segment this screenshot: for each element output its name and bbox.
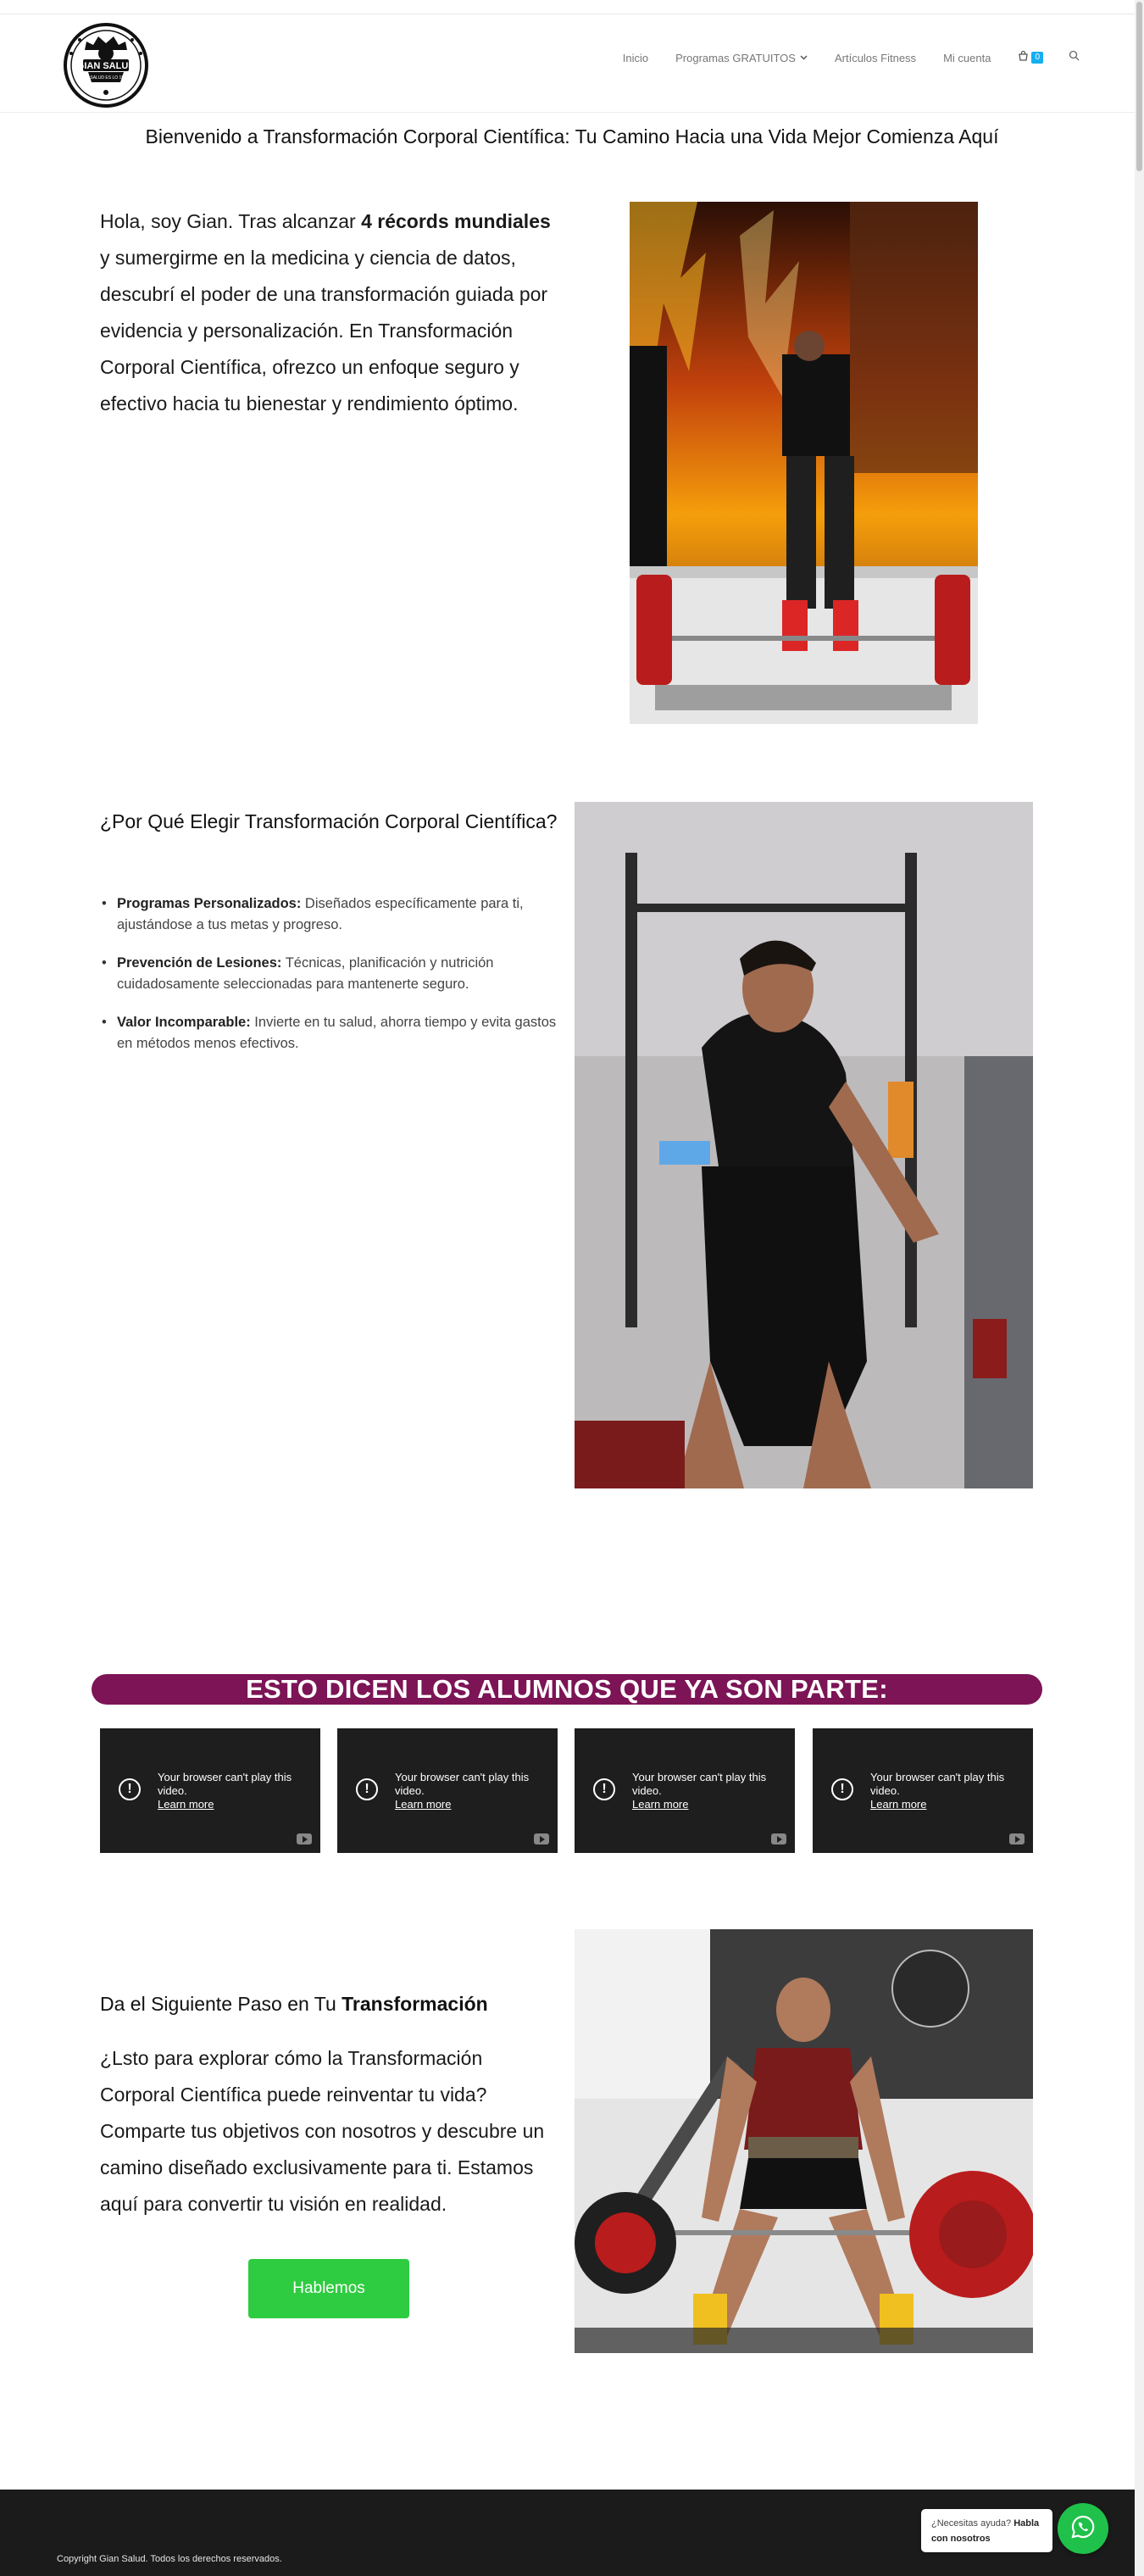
- next-title-bold: Transformación: [342, 1993, 488, 2015]
- alert-icon: !: [831, 1778, 853, 1800]
- youtube-icon[interactable]: [1009, 1833, 1025, 1844]
- whatsapp-help-bubble[interactable]: [921, 2509, 1052, 2552]
- youtube-icon[interactable]: [771, 1833, 786, 1844]
- video-error-text: Your browser can't play this video.: [158, 1771, 292, 1797]
- benefit-title: Valor Incomparable:: [117, 1015, 251, 1030]
- learn-more-link[interactable]: Learn more: [870, 1798, 927, 1811]
- copyright-text: Copyright Gian Salud. Todos los derechos reservados.: [57, 2554, 282, 2564]
- youtube-icon[interactable]: [297, 1833, 312, 1844]
- video-error-message: [632, 1771, 785, 1811]
- cart-icon: [1018, 50, 1029, 65]
- athlete-gym-photo: [575, 802, 1033, 1488]
- video-error-text: Your browser can't play this video.: [870, 1771, 1005, 1797]
- youtube-icon[interactable]: [534, 1833, 549, 1844]
- next-title-pre: Da el Siguiente Paso en Tu: [100, 1993, 342, 2015]
- whatsapp-icon: [1069, 2513, 1097, 2545]
- alert-icon: !: [593, 1778, 615, 1800]
- list-item: [100, 953, 558, 995]
- intro-text-post: y sumergirme en la medicina y ciencia de datos, descubrí el poder de una transformación guiada por evidencia y personalización. En Transformación Corporal Científica, ofrezco un enfoque seguro y efectivo hacia tu bienestar y rendimiento óptimo.: [100, 247, 548, 414]
- site-logo[interactable]: [54, 19, 158, 109]
- testimonial-video-1[interactable]: [100, 1728, 320, 1853]
- next-step-paragraph: ¿Lsto para explorar cómo la Transformación Corporal Científica puede reinventar tu vida? Comparte tus objetivos con nosotros y descubre un camino diseñado exclusivamente para ti. Estamos aquí para convertir tu visión en realidad.: [100, 2047, 545, 2215]
- whatsapp-help-text: ¿Necesitas ayuda?: [931, 2518, 1014, 2529]
- learn-more-link[interactable]: Learn more: [632, 1798, 689, 1811]
- site-header: [0, 14, 1144, 113]
- benefit-text: Invierte en tu salud, ahorra tiempo y evita gastos en métodos menos efectivos.: [117, 1015, 557, 1051]
- intro-text-bold: 4 récords mundiales: [361, 210, 551, 232]
- learn-more-link[interactable]: Learn more: [395, 1798, 452, 1811]
- why-heading: ¿Por Qué Elegir Transformación Corporal Científica?: [100, 810, 558, 832]
- nav-item-articulos[interactable]: [821, 45, 930, 70]
- benefits-list: [100, 893, 558, 1071]
- intro-paragraph: [100, 203, 562, 422]
- benefit-text: Técnicas, planificación y nutrición cuidadosamente seleccionadas para mantenerte seguro.: [117, 955, 494, 992]
- list-item: [100, 1012, 558, 1054]
- learn-more-link[interactable]: Learn more: [158, 1798, 214, 1811]
- benefit-text: Diseñados específicamente para ti, ajustándose a tus metas y progreso.: [117, 896, 524, 932]
- testimonials-banner: ESTO DICEN LOS ALUMNOS QUE YA SON PARTE:: [92, 1674, 1042, 1705]
- athlete-deadlift-photo: [630, 202, 978, 724]
- alert-icon: !: [356, 1778, 378, 1800]
- scrollbar-thumb[interactable]: [1136, 2, 1142, 171]
- testimonial-video-4[interactable]: [813, 1728, 1033, 1853]
- video-error-text: Your browser can't play this video.: [632, 1771, 767, 1797]
- main-nav: [609, 45, 1080, 70]
- alert-icon: !: [119, 1778, 141, 1800]
- video-error-text: Your browser can't play this video.: [395, 1771, 530, 1797]
- benefit-title: Prevención de Lesiones:: [117, 955, 282, 971]
- logo-title: GIAN SALUD: [76, 61, 136, 71]
- testimonial-video-2[interactable]: [337, 1728, 558, 1853]
- cart-button[interactable]: [1004, 45, 1057, 70]
- nav-item-programas[interactable]: [662, 45, 821, 70]
- next-step-heading: [100, 1993, 562, 2016]
- nav-item-label: Programas GRATUITOS: [675, 51, 796, 64]
- whatsapp-help-bold: Habla con nosotros: [931, 2518, 1040, 2544]
- search-icon: [1069, 50, 1080, 65]
- search-button[interactable]: [1057, 45, 1080, 70]
- chevron-down-icon: [800, 53, 808, 63]
- video-error-message: [158, 1771, 310, 1811]
- nav-item-label: Mi cuenta: [943, 51, 991, 64]
- athlete-sumo-deadlift-photo: [575, 1929, 1033, 2353]
- nav-item-label: Artículos Fitness: [834, 51, 917, 64]
- nav-item-inicio[interactable]: [609, 45, 662, 70]
- list-item: [100, 893, 558, 936]
- video-error-message: [870, 1771, 1023, 1811]
- intro-text-pre: Hola, soy Gian. Tras alcanzar: [100, 210, 362, 232]
- page-scrollbar[interactable]: [1135, 0, 1144, 2576]
- whatsapp-button[interactable]: [1058, 2503, 1108, 2554]
- welcome-heading: Bienvenido a Transformación Corporal Científica: Tu Camino Hacia una Vida Mejor Comienza Aquí: [145, 125, 999, 147]
- video-error-message: [395, 1771, 547, 1811]
- nav-item-label: Inicio: [622, 51, 649, 64]
- logo-subtitle: LA SALUD ES LO 1RO: [84, 75, 128, 81]
- benefit-title: Programas Personalizados:: [117, 896, 302, 911]
- testimonial-video-3[interactable]: [575, 1728, 795, 1853]
- nav-item-mi-cuenta[interactable]: [930, 45, 1004, 70]
- hablemos-button[interactable]: Hablemos: [248, 2259, 409, 2318]
- cart-count-badge: 0: [1031, 52, 1043, 64]
